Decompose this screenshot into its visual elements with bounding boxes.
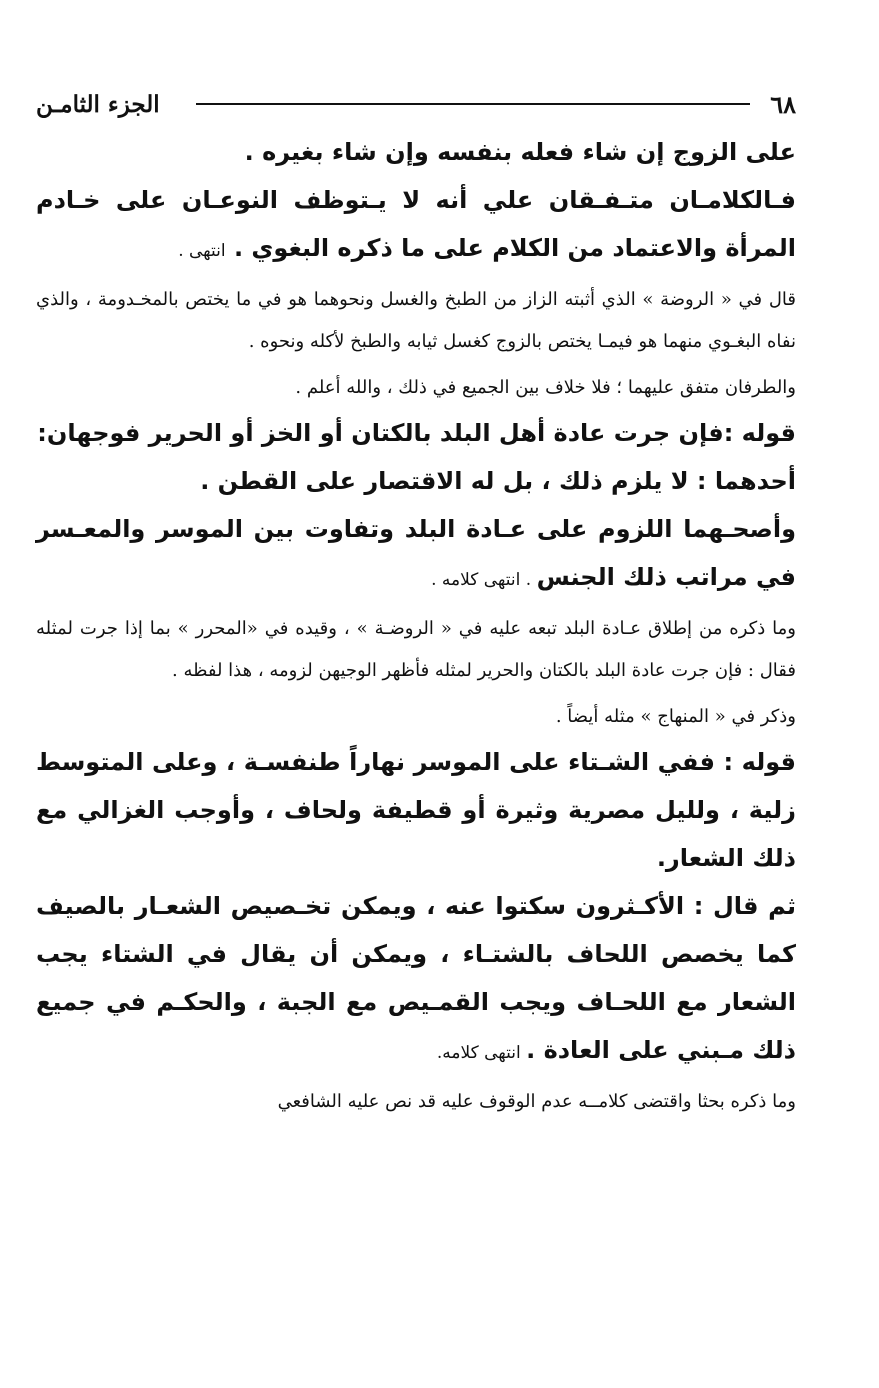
paragraph: أحدهما : لا يلزم ذلك ، بل له الاقتصار على القطن . [200,467,796,495]
paragraph-tail: انتهى كلامه. [436,1043,527,1063]
paragraph: وما ذكره بحثا واقتضى كلامــه عدم الوقوف عليه قد نص عليه الشافعي [277,1091,796,1112]
paragraph-tail: انتهى . [178,241,226,261]
page-number: ٦٨ [770,89,796,119]
paragraph: قوله : ففي الشـتاء على الموسر نهاراً طنفسـة ، وعلى المتوسط زلية ، ولليل مصرية وثيرة أو قطيفة ولحاف ، وأوجب الغزالي مع ذلك الشعار. [36,748,796,872]
paragraph: فـالكلامـان متـفـقان علي أنه لا يـتوظف النوعـان على خـادم المرأة والاعتماد من الكلام على ما ذكره البغوي . انتهى . [36,186,796,262]
paragraph: على الزوج إن شاء فعله بنفسه وإن شاء بغيره . [244,138,796,166]
paragraph: قوله :فإن جرت عادة أهل البلد بالكتان أو الخز أو الحرير فوجهان: [37,419,796,447]
paragraph: ثم قال : الأكـثرون سكتوا عنه ، ويمكن تخـصيص الشعـار بالصيف كما يخصص اللحاف بالشتـاء ، ويمكن أن يقال في الشتاء يجب الشعار مع اللحـاف ويجب القمـيص مع الجبة ، والحكـم في جميع ذلك مـبني على العادة . انتهى كلامه. [36,892,796,1064]
paragraph: والطرفان متفق عليهما ؛ فلا خلاف بين الجميع في ذلك ، والله أعلم . [295,377,796,398]
paragraph: وما ذكره من إطلاق عـادة البلد تبعه عليه في « الروضـة » ، وقيده في «المحرر » بما إذا جرت لمثله فقال : فإن جرت عادة البلد بالكتان والحرير لمثله فأظهر الوجيهن لزومه ، هذا لفظه . [36,618,796,681]
volume-title: الجزء الثامـن [36,90,160,118]
paragraph-tail: . انتهى كلامه . [431,570,537,590]
book-page [36,84,796,1123]
paragraph: وأصحـهما اللزوم على عـادة البلد وتفاوت بين الموسر والمعـسر في مراتب ذلك الجنس . انتهى كلامه . [36,515,796,591]
paragraph: قال في « الروضة » الذي أثبته الزاز من الطبخ والغسل ونحوهما هو في ما يختص بالمخـدومة ، والذي نفاه البغـوي منهما هو فيمـا يختص بالزوج كغسل ثيابه والطبخ لأكله ونحوه . [36,289,796,352]
header-rule [196,103,751,105]
page-header [36,84,796,124]
paragraph: وذكر في « المنهاج » مثله أيضاً . [555,706,796,727]
